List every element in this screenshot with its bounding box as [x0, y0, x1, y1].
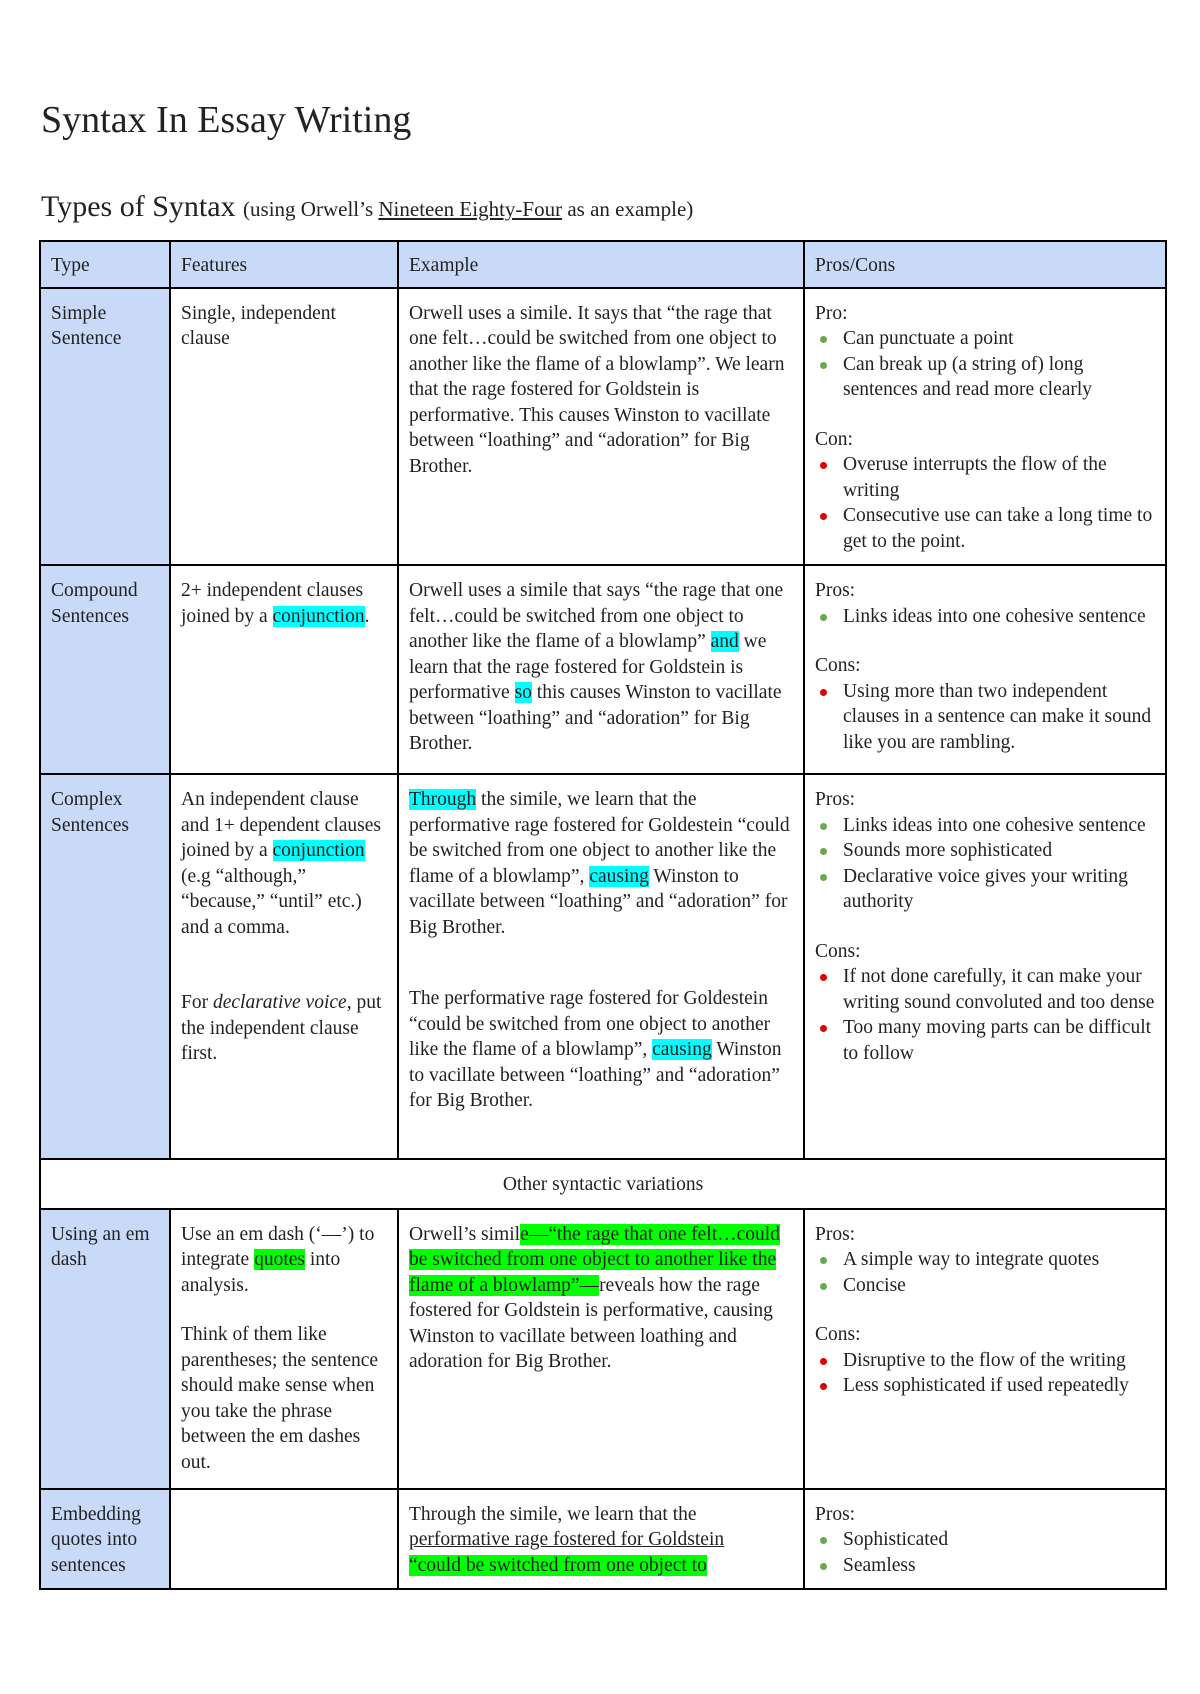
section-heading-text: Types of Syntax: [41, 190, 236, 223]
features-cell: 2+ independent clauses joined by a conjunction.: [170, 565, 398, 774]
features-cell: An independent clause and 1+ dependent clauses joined by a conjunction (e.g “although,” “because,” “until” etc.) and a comma. For declarative voice, put the independent clause first.: [170, 774, 398, 1159]
cons-list: [815, 452, 1155, 554]
highlight: and: [710, 631, 739, 652]
cons-label: Cons:: [815, 1324, 861, 1345]
header-features: Features: [170, 241, 398, 288]
example-cell: Through the simile, we learn that the performative rage fostered for Goldestein “could be switched from one object to another like the flame of a blowlamp”, causing Winston to vacillate between “loathing” and “adoration” for Big Brother. The performative rage fostered for Goldestein “could be switched from one object to another like the flame of a blowlamp”, causing Winston to vacillate between “loathing” and “adoration” for Big Brother.: [398, 774, 804, 1159]
highlight: e—“the rage that one felt…could be switched from one object to another like the flame of a blowlamp”—: [409, 1223, 780, 1296]
separator-cell: Other syntactic variations: [40, 1159, 1166, 1209]
pros-label: Pros:: [815, 1503, 856, 1525]
list-item: Less sophisticated if used repeatedly: [815, 1373, 1155, 1399]
features-cell: Single, independent clause: [170, 288, 398, 566]
pros-label: Pros:: [815, 789, 856, 810]
header-example: Example: [398, 241, 804, 288]
pros-label: Pros:: [815, 1223, 856, 1245]
pros-label: Pro:: [815, 302, 848, 324]
table-row-embedding: [40, 1489, 1166, 1590]
type-cell: Simple Sentence: [40, 288, 170, 566]
pros-label: Pros:: [815, 580, 856, 601]
cons-list: [815, 679, 1155, 756]
pros-cons-cell: [804, 565, 1166, 774]
list-item: A simple way to integrate quotes: [815, 1247, 1155, 1273]
highlight: Through: [409, 789, 477, 810]
type-cell: Embedding quotes into sentences: [40, 1489, 170, 1590]
cons-label: Cons:: [815, 655, 861, 676]
table-row-complex: [40, 774, 1166, 1159]
header-pros-cons: Pros/Cons: [804, 241, 1166, 288]
table-row-separator: [40, 1159, 1166, 1209]
section-note: (using Orwell’s Nineteen Eighty-Four as an example): [243, 197, 694, 221]
list-item: Too many moving parts can be difficult to follow: [815, 1015, 1155, 1066]
highlight: so: [514, 682, 532, 703]
pros-list: [815, 813, 1155, 915]
list-item: Concise: [815, 1273, 1155, 1299]
type-cell: Using an em dash: [40, 1209, 170, 1489]
list-item: Disruptive to the flow of the writing: [815, 1348, 1155, 1374]
list-item: If not done carefully, it can make your writing sound convoluted and too dense: [815, 964, 1155, 1015]
list-item: Consecutive use can take a long time to get to the point.: [815, 503, 1155, 554]
example-cell: Through the simile, we learn that the performative rage fostered for Goldstein “could be switched from one object to: [398, 1489, 804, 1590]
example-cell: Orwell uses a simile that says “the rage that one felt…could be switched from one object to another like the flame of a blowlamp” and we learn that the rage fostered for Goldstein is performative so this causes Winston to vacillate between “loathing” and “adoration” for Big Brother.: [398, 565, 804, 774]
list-item: Seamless: [815, 1553, 1155, 1579]
table-header-row: [40, 241, 1166, 288]
list-item: Overuse interrupts the flow of the writing: [815, 452, 1155, 503]
emphasis: declarative voice: [212, 992, 347, 1013]
pros-cons-cell: [804, 288, 1166, 566]
table-row-em-dash: [40, 1209, 1166, 1489]
pros-list: [815, 1527, 1155, 1578]
list-item: Sophisticated: [815, 1527, 1155, 1553]
list-item: Links ideas into one cohesive sentence: [815, 604, 1155, 630]
page-title: Syntax In Essay Writing: [41, 99, 412, 141]
highlight: causing: [589, 865, 649, 887]
cons-label: Cons:: [815, 940, 861, 962]
list-item: Using more than two independent clauses in a sentence can make it sound like you are rambling.: [815, 679, 1155, 756]
list-item: Links ideas into one cohesive sentence: [815, 813, 1155, 839]
cons-list: [815, 964, 1155, 1066]
pros-cons-cell: [804, 774, 1166, 1159]
type-cell: Complex Sentences: [40, 774, 170, 1159]
table-row-simple: [40, 288, 1166, 566]
pros-list: [815, 326, 1155, 403]
underlined-text: performative rage fostered for Goldstein: [409, 1529, 725, 1550]
book-title: Nineteen Eighty-Four: [378, 197, 563, 221]
features-cell: [170, 1489, 398, 1590]
features-cell: Use an em dash (‘—’) to integrate quotes into analysis. Think of them like parentheses; the sentence should make sense when you take the phrase between the em dashes out.: [170, 1209, 398, 1489]
cons-list: [815, 1348, 1155, 1399]
syntax-table: [39, 240, 1167, 1590]
list-item: Sounds more sophisticated: [815, 838, 1155, 864]
list-item: Can punctuate a point: [815, 326, 1155, 352]
highlight: conjunction: [272, 605, 365, 627]
pros-cons-cell: [804, 1489, 1166, 1590]
cons-label: Con:: [815, 428, 853, 450]
pros-list: [815, 604, 1155, 630]
pros-list: [815, 1247, 1155, 1298]
list-item: Can break up (a string of) long sentences and read more clearly: [815, 352, 1155, 403]
header-type: Type: [40, 241, 170, 288]
highlight: conjunction: [272, 840, 365, 861]
section-heading: [41, 190, 693, 224]
example-cell: Orwell’s simile—“the rage that one felt…could be switched from one object to another like the flame of a blowlamp”—reveals how the rage fostered for Goldstein is performative, causing Winston to vacillate between loathing and adoration for Big Brother.: [398, 1209, 804, 1489]
features-note: Think of them like parentheses; the sentence should make sense when you take the phrase between the em dashes out.: [181, 1324, 379, 1473]
highlight: causing: [652, 1039, 712, 1060]
type-cell: Compound Sentences: [40, 565, 170, 774]
table-row-compound: [40, 565, 1166, 774]
list-item: Declarative voice gives your writing authority: [815, 864, 1155, 915]
pros-cons-cell: [804, 1209, 1166, 1489]
example-cell: Orwell uses a simile. It says that “the rage that one felt…could be switched from one object to another like the flame of a blowlamp”. We learn that the rage fostered for Goldstein is performative. This causes Winston to vacillate between “loathing” and “adoration” for Big Brother.: [398, 288, 804, 566]
highlight: “could be switched from one object to: [409, 1554, 707, 1576]
highlight: quotes: [254, 1249, 306, 1270]
